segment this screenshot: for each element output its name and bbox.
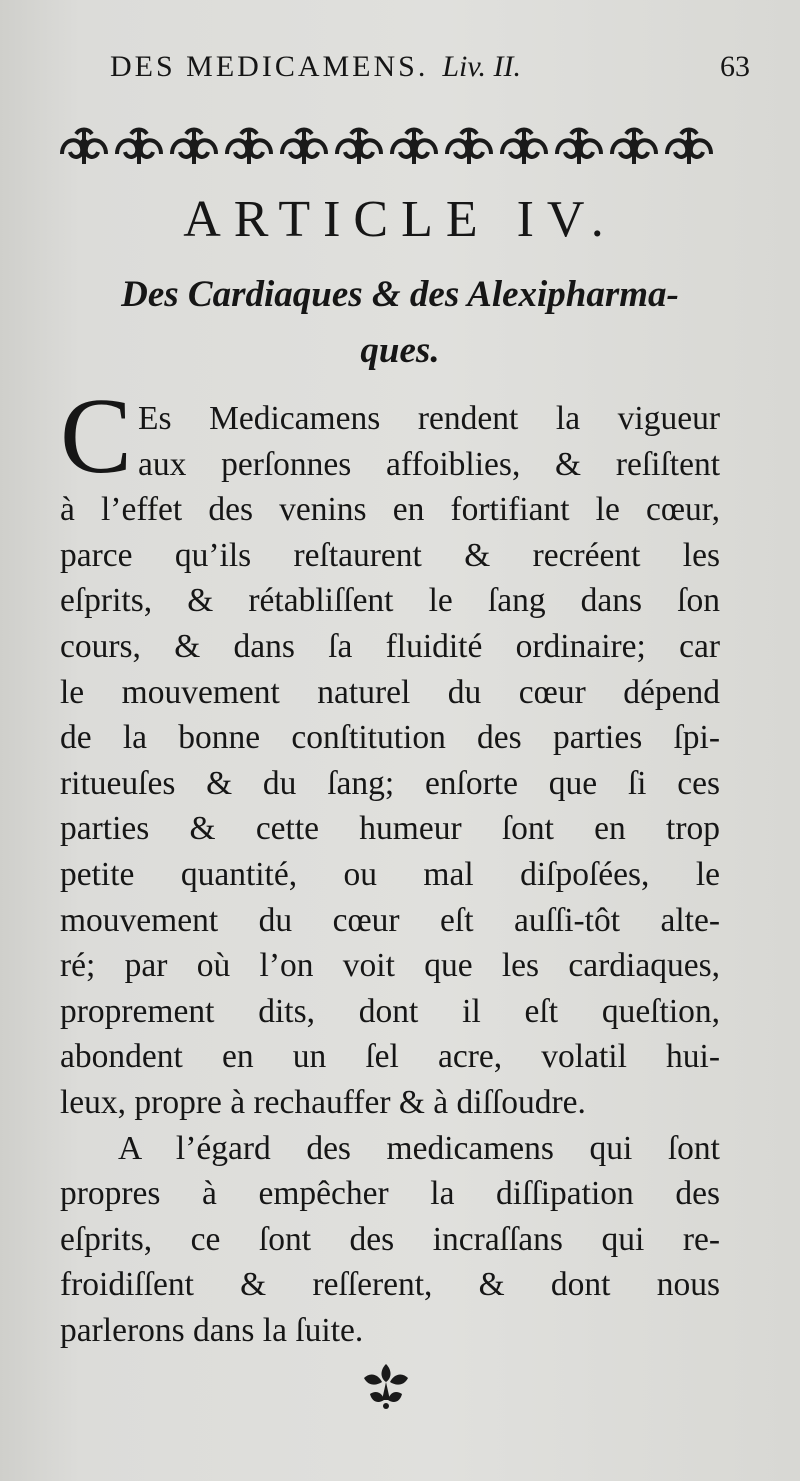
fleuron-tailpiece-icon: [356, 1360, 416, 1410]
text-line: mouvement du cœur eſt auſſi-tôt alte-: [60, 901, 720, 939]
text-line: petite quantité, ou mal diſpoſées, le: [60, 855, 720, 893]
text-line: eſprits, ce ſont des incraſſans qui re-: [60, 1220, 720, 1258]
text-line: parties & cette humeur ſont en trop: [60, 810, 720, 848]
text-line: ritueuſes & du ſang; enſorte que ſi ces: [60, 764, 720, 802]
text-line: aux perſonnes affoiblies, & reſiſtent: [138, 445, 720, 483]
text-line: froidiſſent & reſſerent, & dont nous: [60, 1266, 720, 1304]
running-head-book: Liv. II.: [442, 50, 521, 83]
text-line: Es Medicamens rendent la vigueur: [138, 400, 720, 437]
text-line: le mouvement naturel du cœur dépend: [60, 673, 720, 711]
text-line: parlerons dans la ſuite.: [60, 1311, 364, 1349]
subheading-line-1: Des Cardiaques & des Alexipharma-: [121, 274, 679, 315]
fleuron-band-icon: [58, 124, 722, 170]
text-line: abondent en un ſel acre, volatil hui-: [60, 1038, 720, 1076]
text-line: à l’effet des venins en fortifiant le cœur,: [60, 491, 720, 529]
running-head: [110, 42, 750, 92]
text-line: cours, & dans ſa fluidité ordinaire; car: [60, 627, 720, 665]
text-line: parce qu’ils reſtaurent & recréent les: [60, 536, 720, 574]
tailpiece-svg: [356, 1360, 416, 1410]
text-line: propres à empêcher la diſſipation des: [60, 1175, 720, 1213]
body-text: [60, 396, 720, 1353]
text-line: eſprits, & rétabliſſent le ſang dans ſon: [60, 582, 720, 620]
page-number: 63: [720, 50, 750, 83]
article-subheading: [60, 267, 740, 379]
fleuron-band-svg: [58, 124, 722, 170]
subheading-line-2: ques.: [360, 330, 440, 371]
drop-cap: C: [60, 377, 133, 496]
text-line: de la bonne conſtitution des parties ſpi-: [60, 719, 720, 757]
text-line: ré; par où l’on voit que les cardiaques,: [60, 947, 720, 985]
text-line: proprement dits, dont il eſt queſtion,: [60, 992, 720, 1030]
text-line: leux, propre à rechauffer & à diſſoudre.: [60, 1083, 586, 1121]
article-heading: ARTICLE IV.: [183, 191, 617, 248]
text-line: A l’égard des medicamens qui ſont: [118, 1129, 720, 1167]
running-head-title: DES MEDICAMENS.: [110, 50, 429, 83]
